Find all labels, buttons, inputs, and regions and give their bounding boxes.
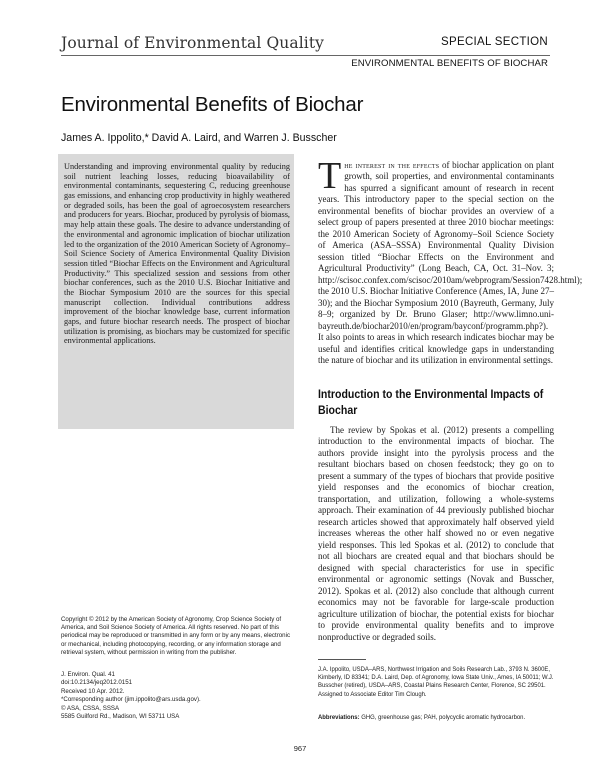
intro-lead: he interest in the effects: [344, 160, 440, 170]
citation-line: © ASA, CSSA, SSSA: [61, 704, 120, 712]
abbreviations: [318, 714, 554, 722]
subsection-label: ENVIRONMENTAL BENEFITS OF BIOCHAR: [351, 58, 548, 69]
article-title: Environmental Benefits of Biochar: [61, 93, 364, 116]
author-affiliations: J.A. Ippolito, USDA–ARS, Northwest Irrigation and Soils Research Lab., 3793 N. 3600E, Kimberly, ID 83341; D.A. Laird, Dep. of Agronomy, Iowa State Univ., Ames, IA 50011; W.J. Busscher (retired), USDA–ARS, Coastal Plains Research Center, Florence, SC 29501. Assigned to Associate Editor Tim Clough.: [318, 667, 554, 698]
citation-line: J. Environ. Qual. 41: [61, 671, 115, 678]
abbreviations-label: Abbreviations:: [318, 715, 360, 721]
abstract-text: Understanding and improving environmental quality by reducing soil nutrient leaching losses, reducing bioavailability of environmental contaminants, sequestering C, reducing greenhouse gas emissions, and enhancing crop productivity in highly weathered or degraded soils, has been the goal of agroecosystem researchers and producers for years. Biochar, produced by pyrolysis of biomass, may help attain these goals. The desire to advance understanding of the environmental and agronomic implication of biochar utilization led to the organization of the 2010 American Society of Agronomy–Soil Science Society of America Environmental Quality Division session titled “Biochar Effects on the Environment and Agricultural Productivity.” This specialized session and sessions from other biochar conferences, such as the 2010 U.S. Biochar Initiative and the Biochar Symposium 2010 are the sources for this special manuscript collection. Individual contributions address improvement of the biochar knowledge base, current information gaps, and future biochar research needs. The prospect of biochar utilization is promising, as biochars may be customized for specific environmental applications.: [64, 162, 290, 346]
copyright-notice: Copyright © 2012 by the American Society of Agronomy, Crop Science Society of America, and Soil Science Society of America. All rights reserved. No part of this periodical may be reproduced or transmitted in any form or by any means, electronic or mechanical, including photocopying, recording, or any information storage and retrieval system, without permission in writing from the publisher.: [61, 616, 291, 656]
section-body: The review by Spokas et al. (2012) presents a compelling introduction to the environmental impacts of biochar. The authors provide insight into the pyrolysis process and the resultant biochars based on chosen feedstock; they go on to present a summary of the types of biochars that provide positive yield responses and the economics of biochar creation, transportation, and utilization, following a whole-systems approach. Their examination of 44 previously published biochar research articles showed that approximately half observed yield increases whereas the other half showed no or even negative yield responses. This led Spokas et al. (2012) to conclude that not all biochars are created equal and that biochars should be designed with special characteristics for use in specific environmental or agronomic settings (Novak and Busscher, 2012). Spokas et al. (2012) also conclude that although current economics may not be favorable for large-scale production agriculture utilization of biochar, the potential exists for biochar to provide environmental quality benefits and to improve nonproductive or degraded soils.: [318, 425, 554, 642]
citation-line: doi:10.2134/jeq2012.0151: [61, 679, 133, 687]
citation-line: 5585 Guilford Rd., Madison, WI 53711 USA: [61, 713, 180, 721]
footnote-rule: [318, 659, 366, 660]
citation-line: Received 10 Apr. 2012.: [61, 687, 125, 695]
intro-text: of biochar application on plant growth, soil properties, and environmental contaminants has spurred a significant amount of research in recent years. This introductory paper to the special section on the environmental benefits of biochar provides an overview of a select group of papers presented at three 2010 biochar meetings: the 2010 American Society of Agronomy–Soil Science Society of America (ASA–SSSA) Environmental Quality Division session titled “Biochar Effects on the Environment and Agricultural Productivity” (Long Beach, CA, Oct. 31–Nov. 3; http://scisoc.confex.com/scisoc/2010am/webprogram/Session7428.html); the 2010 U.S. Biochar Initiative Conference (Ames, IA, June 27–30); and the Biochar Symposium 2010 (Bayreuth, Germany, July 8–9; organized by Dr. Bruno Glaser; http://www.limno.uni-bayreuth.de/biochar2010/en/program/bayconf/programm.php?). It also points to areas in which research indicates biochar may be useful and identifies critical knowledge gaps in understanding the nature of biochar and its utilization in environmental settings.: [318, 160, 583, 366]
section-label: SPECIAL SECTION: [441, 36, 548, 48]
abbreviations-text: GHG, greenhouse gas; PAH, polycyclic aromatic hydrocarbon.: [359, 715, 526, 721]
intro-paragraph: [318, 155, 583, 367]
page-number: 967: [293, 744, 307, 753]
drop-cap: T: [318, 155, 342, 197]
article-authors: James A. Ippolito,* David A. Laird, and Warren J. Busscher: [61, 132, 337, 144]
citation-line: *Corresponding author (jim.ippolito@ars.usda.gov).: [61, 696, 201, 704]
journal-title: Journal of Environmental Quality: [61, 34, 325, 52]
citation-block: [61, 671, 297, 721]
section-heading: Introduction to the Environmental Impacts of Biochar: [318, 387, 544, 417]
header-rule: [61, 55, 550, 56]
